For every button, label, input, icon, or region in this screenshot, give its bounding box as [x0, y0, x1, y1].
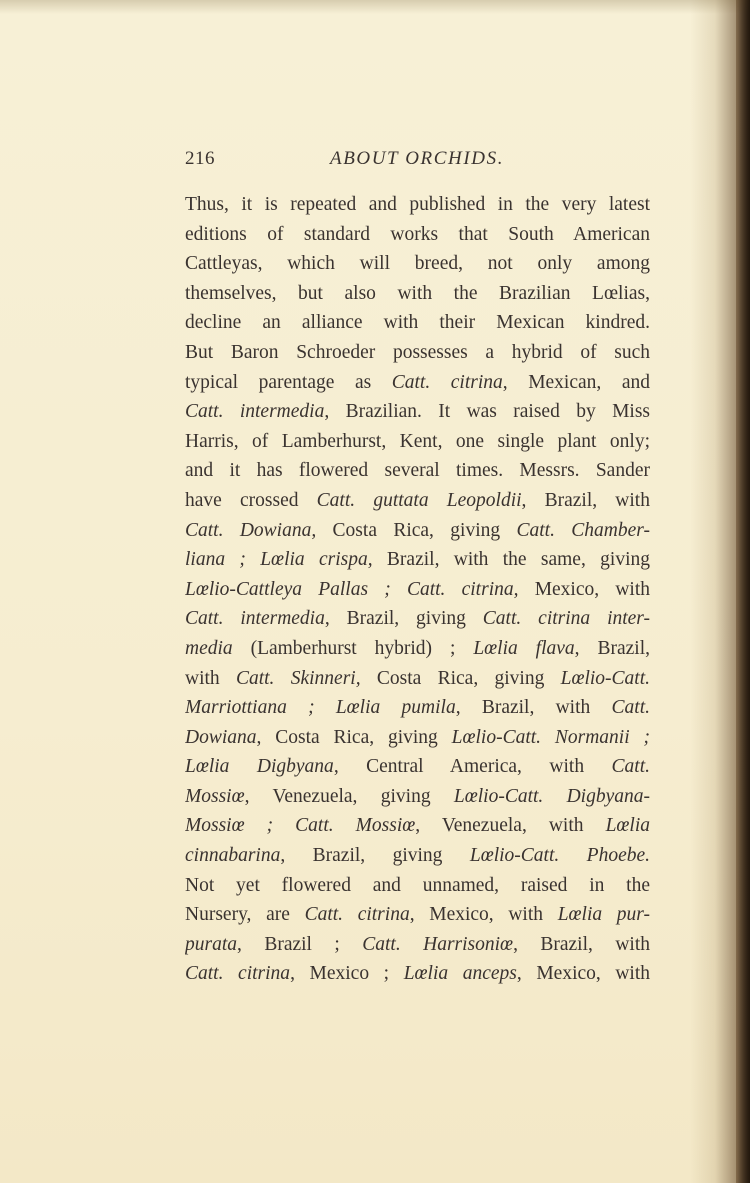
text-line	[185, 604, 650, 634]
italic-text-segment: Catt. intermedia	[185, 401, 325, 423]
text-line	[185, 841, 650, 871]
text-segment: Nursery, are	[185, 904, 305, 926]
text-segment: Brazil, with the same, giving	[372, 549, 650, 571]
text-line	[185, 190, 650, 220]
italic-text-segment: Catt. Skinneri,	[235, 667, 361, 689]
italic-text-segment: media	[185, 637, 233, 659]
italic-text-segment: Dowiana	[185, 726, 257, 748]
italic-text-segment: Catt. citrina	[304, 904, 410, 926]
text-segment: (Lamberhurst hybrid) ;	[232, 637, 474, 659]
italic-text-segment: Marriottiana ; Lœlia pumila	[185, 697, 456, 719]
text-line	[185, 516, 650, 546]
italic-text-segment: Lœlia	[605, 815, 650, 837]
text-segment: Thus, it is repeated and published in the very latest	[185, 194, 650, 215]
text-segment: Not yet flowered and unnamed, raised in the	[185, 874, 650, 896]
italic-text-segment: Catt. Chamber-	[516, 519, 650, 541]
body-text	[185, 190, 650, 989]
italic-text-segment: Catt. intermedia	[185, 608, 325, 630]
running-title: ABOUT ORCHIDS.	[330, 148, 505, 169]
page-top-shadow	[0, 0, 750, 14]
page-header	[185, 148, 650, 174]
italic-text-segment: Catt. guttata Leopoldii	[316, 489, 522, 511]
text-line	[185, 456, 650, 486]
text-line	[185, 871, 650, 901]
text-segment: have crossed	[185, 489, 317, 511]
text-segment: , Venezuela, giving	[244, 785, 454, 807]
text-segment: , Brazil, giving	[324, 608, 483, 630]
text-line	[185, 545, 650, 575]
text-segment: Harris, of Lamberhurst, Kent, one single plant only;	[185, 430, 650, 452]
text-segment: But Baron Schroeder possesses a hybrid of such	[185, 341, 650, 363]
text-segment: themselves, but also with the Brazilian Lœlias,	[185, 282, 650, 304]
text-segment: , Brazil, with	[521, 489, 650, 511]
text-segment: , Venezuela, with	[415, 815, 606, 837]
text-segment: , Brazil, with	[513, 933, 650, 955]
text-line	[185, 634, 650, 664]
text-line	[185, 752, 650, 782]
text-line	[185, 368, 650, 398]
text-segment: with	[185, 667, 236, 689]
italic-text-segment: Lœlia Digbyana	[185, 756, 334, 778]
text-segment: , Mexico, with	[516, 963, 650, 985]
text-line	[185, 397, 650, 427]
italic-text-segment: Lœlia anceps	[403, 963, 517, 985]
text-segment: , Brazil ;	[237, 933, 363, 955]
text-segment: , Brazil,	[574, 637, 650, 659]
text-segment: Costa Rica, giving	[360, 667, 561, 689]
text-segment: , Brazilian. It was raised by Miss	[324, 401, 650, 423]
italic-text-segment: Catt. citrina	[185, 963, 291, 985]
text-line	[185, 308, 650, 338]
text-line	[185, 693, 650, 723]
italic-text-segment: Catt.	[611, 697, 650, 719]
italic-text-segment: Lœlia pur-	[557, 904, 650, 926]
text-segment: and it has flowered several times. Messrs. Sander	[185, 460, 650, 482]
text-segment: , Mexican, and	[502, 371, 650, 393]
text-line	[185, 486, 650, 516]
italic-text-segment: Lœlia flava	[473, 637, 575, 659]
text-line	[185, 723, 650, 753]
italic-text-segment: Lœlio-Catt. Normanii ;	[451, 726, 650, 748]
italic-text-segment: Lœlio-Catt.	[560, 667, 650, 689]
text-segment: typical parentage as	[185, 371, 392, 393]
italic-text-segment: purata	[185, 933, 238, 955]
italic-text-segment: Catt. citrina	[391, 371, 503, 393]
text-line	[185, 930, 650, 960]
text-segment: , Mexico ;	[290, 963, 404, 985]
italic-text-segment: Lœlio-Catt. Digbyana-	[453, 785, 650, 807]
text-segment: Mexico, with	[518, 578, 650, 600]
text-segment: decline an alliance with their Mexican kindred.	[185, 312, 650, 334]
text-segment: , Brazil, with	[455, 697, 612, 719]
italic-text-segment: Catt. Harrisoniœ	[362, 933, 514, 955]
italic-text-segment: Mossiœ	[185, 785, 245, 807]
text-line	[185, 782, 650, 812]
text-segment: Cattleyas, which will breed, not only among	[185, 253, 650, 275]
italic-text-segment: cinnabarina	[185, 845, 281, 867]
text-line	[185, 220, 650, 250]
text-line	[185, 811, 650, 841]
text-line	[185, 664, 650, 694]
text-line	[185, 900, 650, 930]
text-line	[185, 575, 650, 605]
text-segment: , Brazil, giving	[280, 845, 470, 867]
italic-text-segment: liana ; Lœlia crispa,	[185, 549, 373, 571]
text-line	[185, 279, 650, 309]
italic-text-segment: Lœlio-Cattleya Pallas ; Catt. citrina,	[185, 578, 519, 600]
text-line	[185, 249, 650, 279]
italic-text-segment: Catt.	[611, 756, 650, 778]
text-line	[185, 338, 650, 368]
italic-text-segment: Lœlio-Catt. Phoebe.	[469, 845, 650, 867]
text-line	[185, 427, 650, 457]
text-segment: , Costa Rica, giving	[256, 726, 452, 748]
italic-text-segment: Catt. citrina inter-	[482, 608, 650, 630]
italic-text-segment: Catt. Dowiana,	[185, 519, 317, 541]
text-line	[185, 959, 650, 989]
text-segment: , Central America, with	[333, 756, 612, 778]
text-segment: , Mexico, with	[409, 904, 558, 926]
italic-text-segment: Mossiœ ; Catt. Mossiœ	[185, 815, 416, 837]
text-segment: editions of standard works that South American	[185, 223, 650, 245]
text-segment: Costa Rica, giving	[316, 519, 517, 541]
page-number: 216	[185, 148, 215, 169]
